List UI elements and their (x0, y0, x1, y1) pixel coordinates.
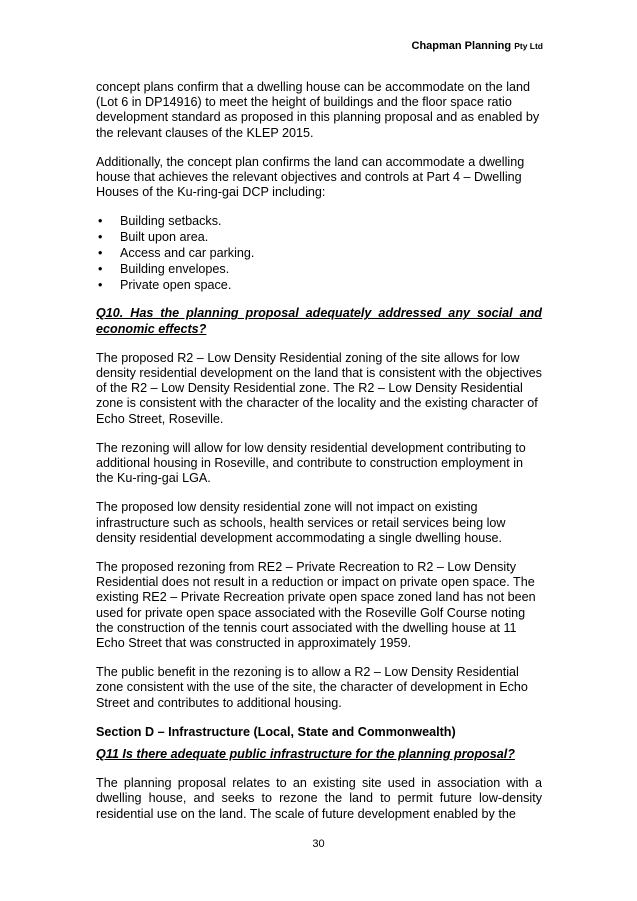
q10-heading: Q10. Has the planning proposal adequately addressed any social and economic effects? (96, 306, 542, 336)
bullet-icon: • (98, 230, 103, 245)
list-item: • Building envelopes. (98, 261, 230, 276)
bullet-icon: • (98, 261, 103, 276)
page-number: 30 (312, 838, 325, 850)
q10-paragraph-public-benefit: The public benefit in the rezoning is to allow a R2 – Low Density Residential zone consistent with the use of the site, the character of development in Echo Street and contributes to additional housing. (96, 665, 528, 710)
bullet-icon: • (98, 214, 103, 229)
header-company-suffix: Pty Ltd (514, 41, 543, 51)
q10-paragraph-infrastructure: The proposed low density residential zone will not impact on existing infrastructure such as schools, health services or retail services being low density residential development accommodating a single dwelling house. (96, 500, 506, 545)
list-item: • Private open space. (98, 277, 232, 292)
bullet-icon: • (98, 246, 103, 261)
page-header (412, 40, 544, 52)
q10-paragraph-open-space: The proposed rezoning from RE2 – Private Recreation to R2 – Low Density Residential does not result in a reduction or impact on private open space. The existing RE2 – Private Recreation private open space zoned land has not been used for private open space associated with the Roseville Golf Course noting the construction of the tennis court associated with the dwelling house at 11 Echo Street that was constructed in approximately 1959. (96, 560, 536, 651)
header-company: Chapman Planning (411, 40, 512, 52)
list-item: • Access and car parking. (98, 246, 255, 261)
bullet-icon: • (98, 277, 103, 292)
q10-paragraph-zoning: The proposed R2 – Low Density Residential zoning of the site allows for low density residential development on the land that is consistent with the objectives of the R2 – Low Density Residential zone. The R2 – Low Density Residential zone is consistent with the character of the locality and the existing character of Echo Street, Roseville. (96, 350, 542, 426)
document-body (96, 80, 542, 836)
list-item: • Building setbacks. (98, 214, 222, 229)
list-item: • Built upon area. (98, 230, 209, 245)
paragraph-concept-plan-controls: Additionally, the concept plan confirms the land can accommodate a dwelling house that achieves the relevant objectives and controls at Part 4 – Dwelling Houses of the Ku-ring-gai DCP including: (96, 154, 525, 200)
paragraph-concept-plans: concept plans confirm that a dwelling house can be accommodate on the land (Lot 6 in DP14916) to meet the height of buildings and the floor space ratio development standard as proposed in this planning proposal and as enabled by the relevant clauses of the KLEP 2015. (96, 80, 540, 140)
q11-paragraph: The planning proposal relates to an existing site used in association with a dwelling house, and seeks to rezone the land to permit future low-density residential use on the land. The scale of future development enabled by the (96, 776, 542, 821)
section-d-heading: Section D – Infrastructure (Local, State and Commonwealth) (96, 724, 456, 739)
q11-heading: Q11 Is there adequate public infrastructure for the planning proposal? (96, 747, 515, 762)
dcp-controls-list (96, 214, 542, 293)
q10-paragraph-housing: The rezoning will allow for low density residential development contributing to additional housing in Roseville, and contribute to construction employment in the Ku-ring-gai LGA. (96, 440, 526, 486)
